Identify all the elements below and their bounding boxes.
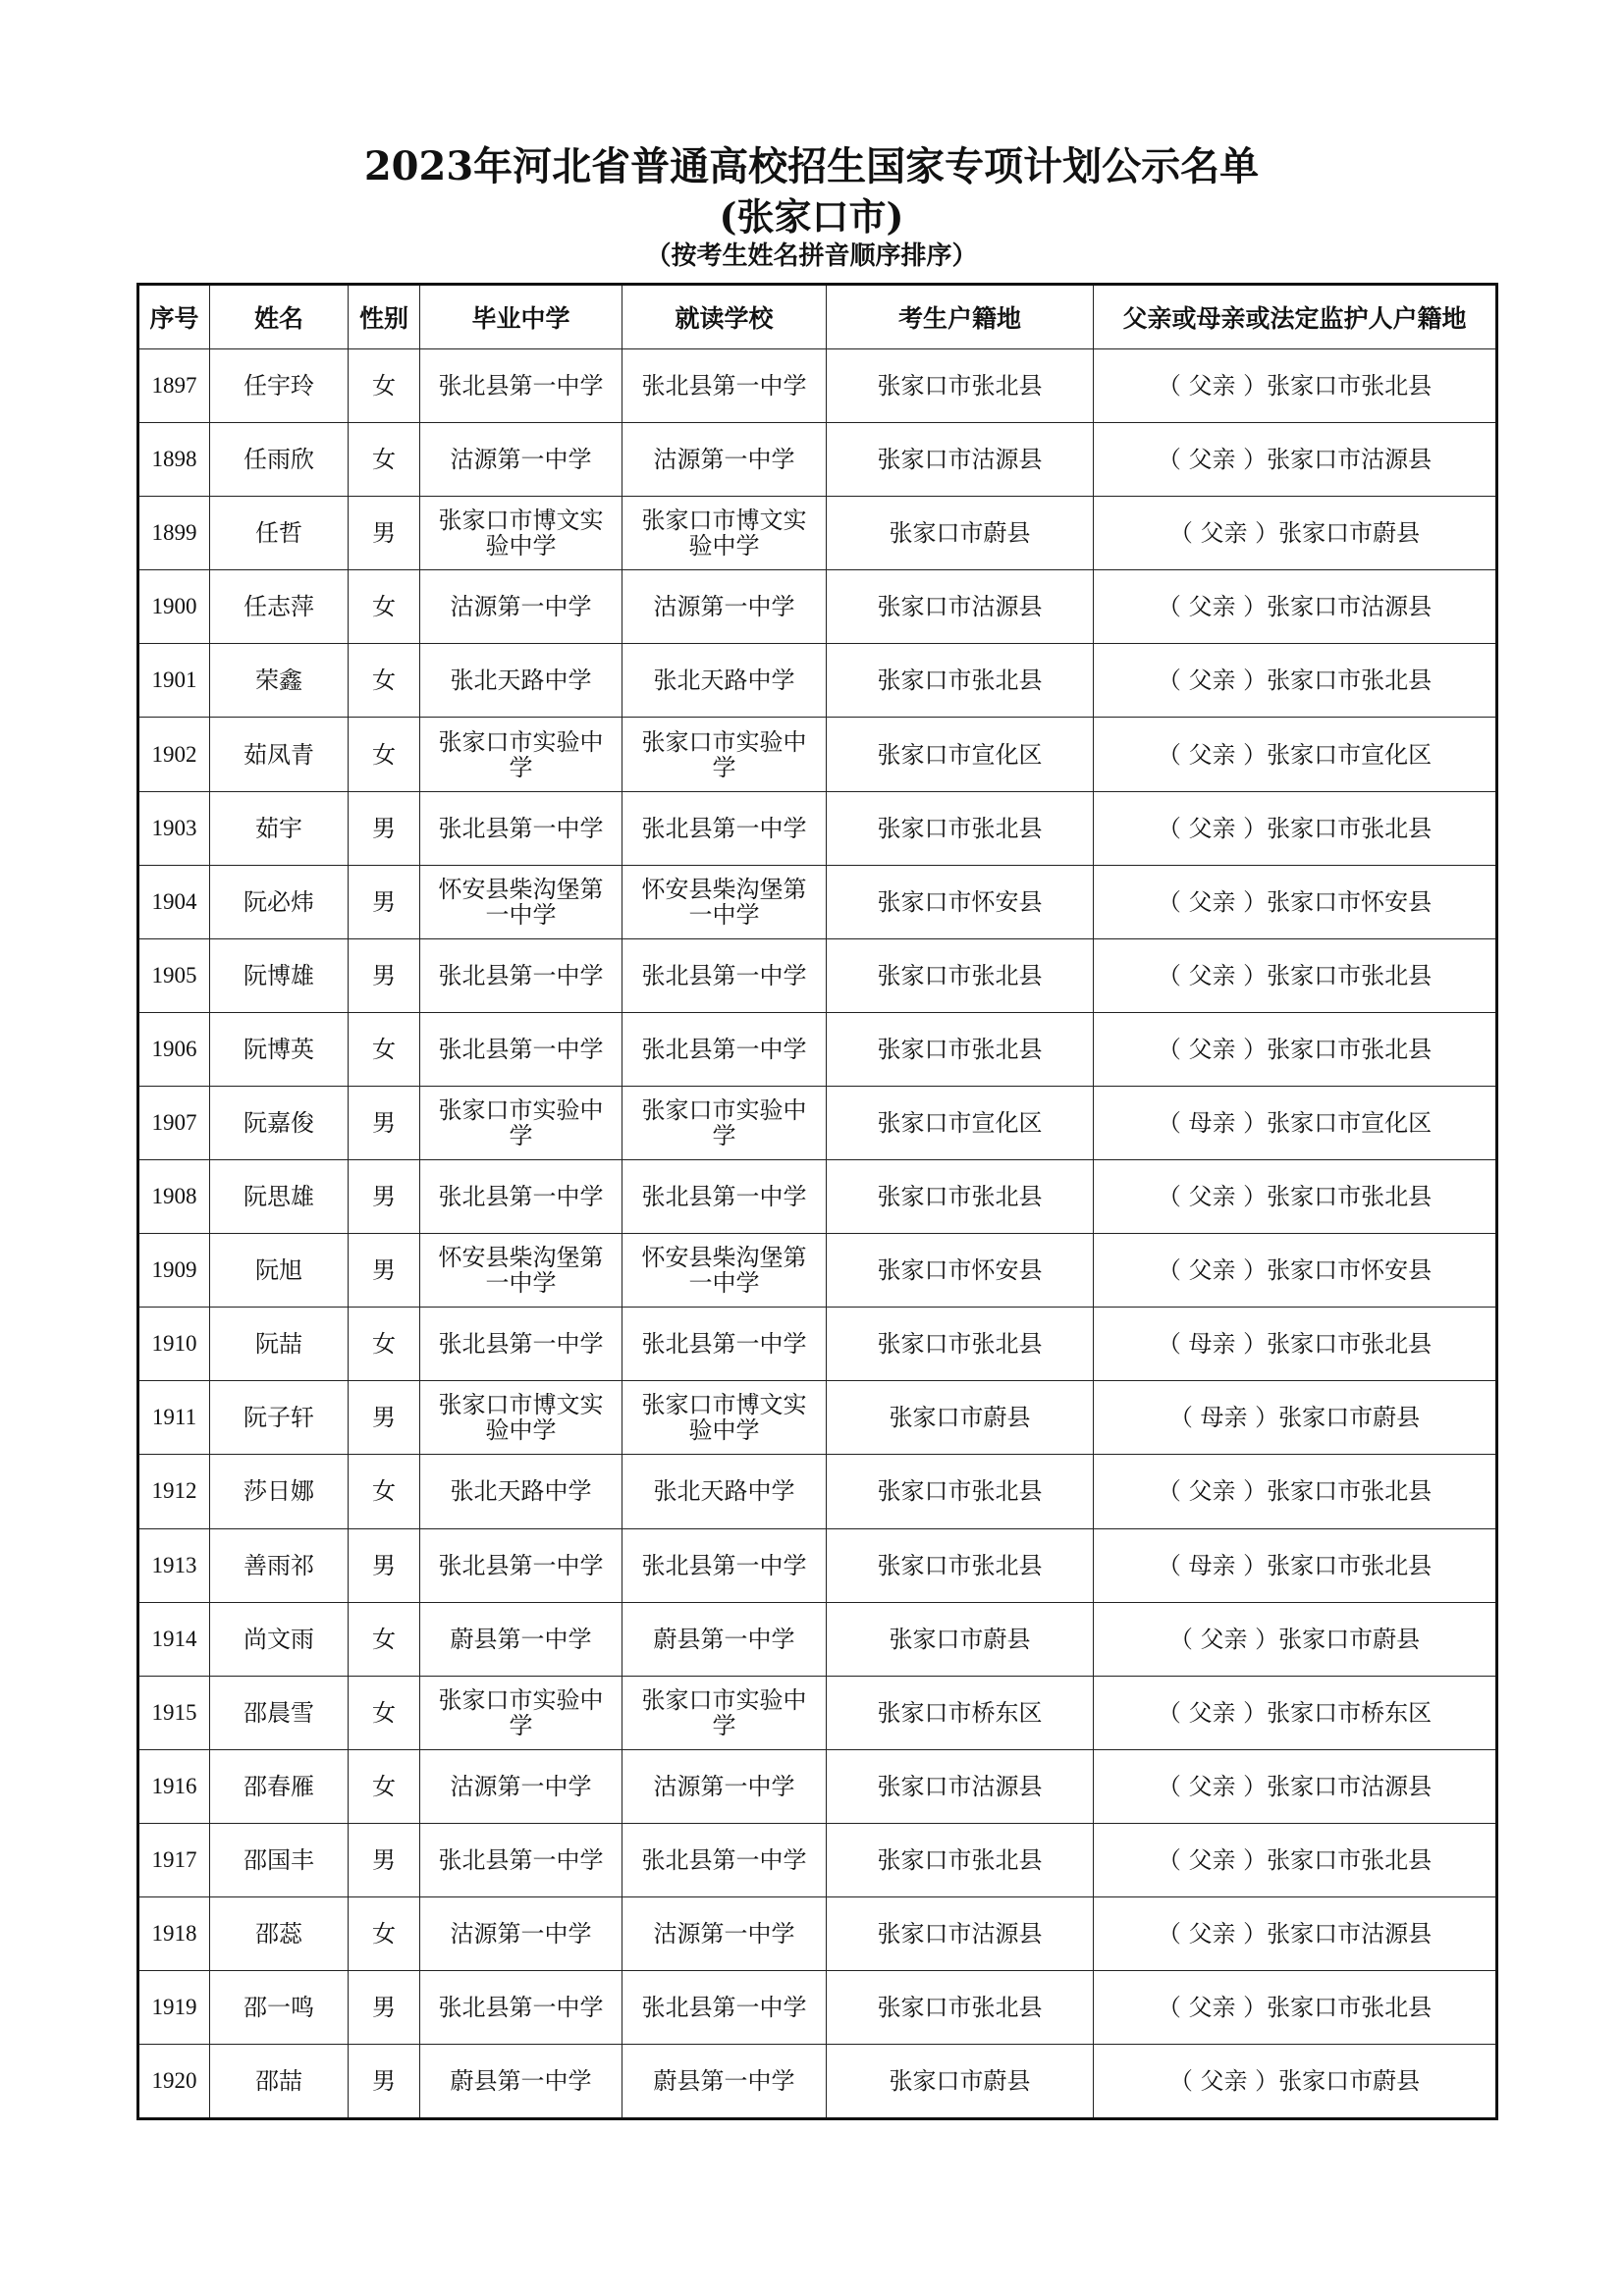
cell-name: 阮必炜 [210, 865, 349, 938]
cell-graduation-school: 张北县第一中学 [420, 1823, 622, 1896]
cell-household-registration: 张家口市张北县 [827, 791, 1094, 865]
cell-gender: 女 [349, 423, 420, 497]
cell-household-registration: 张家口市张北县 [827, 349, 1094, 423]
cell-index: 1904 [138, 865, 210, 938]
cell-gender: 女 [349, 644, 420, 718]
cell-index: 1919 [138, 1971, 210, 2045]
cell-name: 邵喆 [210, 2045, 349, 2119]
cell-name: 邵晨雪 [210, 1676, 349, 1749]
sort-note: （按考生姓名拼音顺序排序） [645, 241, 978, 271]
cell-household-registration: 张家口市宣化区 [827, 1086, 1094, 1159]
cell-current-school: 张北县第一中学 [622, 1823, 827, 1896]
document-title: 2023年河北省普通高校招生国家专项计划公示名单 [363, 143, 1260, 189]
table-row [138, 1086, 1497, 1159]
cell-index: 1897 [138, 349, 210, 423]
cell-gender: 女 [349, 1455, 420, 1528]
roster-table [136, 283, 1498, 2120]
cell-index: 1912 [138, 1455, 210, 1528]
header-graduation-school: 毕业中学 [420, 285, 622, 349]
cell-graduation-school: 张北县第一中学 [420, 1160, 622, 1234]
cell-gender: 女 [349, 1676, 420, 1749]
cell-household-registration: 张家口市张北县 [827, 1455, 1094, 1528]
table-row [138, 1455, 1497, 1528]
header-current-school: 就读学校 [622, 285, 827, 349]
cell-index: 1908 [138, 1160, 210, 1234]
cell-current-school: 沽源第一中学 [622, 1749, 827, 1823]
cell-gender: 女 [349, 349, 420, 423]
table-row [138, 1160, 1497, 1234]
cell-current-school: 张北天路中学 [622, 644, 827, 718]
cell-household-registration: 张家口市怀安县 [827, 865, 1094, 938]
cell-gender: 男 [349, 1528, 420, 1602]
cell-current-school: 张北县第一中学 [622, 938, 827, 1012]
cell-graduation-school: 张北天路中学 [420, 644, 622, 718]
cell-household-registration: 张家口市蔚县 [827, 1381, 1094, 1455]
cell-gender: 女 [349, 570, 420, 644]
cell-index: 1898 [138, 423, 210, 497]
cell-household-registration: 张家口市沽源县 [827, 423, 1094, 497]
table-row [138, 1896, 1497, 1970]
cell-current-school: 张北县第一中学 [622, 1528, 827, 1602]
cell-guardian-registration: （ 母亲 ）张家口市蔚县 [1094, 1381, 1497, 1455]
cell-current-school: 蔚县第一中学 [622, 1602, 827, 1676]
cell-name: 尚文雨 [210, 1602, 349, 1676]
cell-graduation-school: 怀安县柴沟堡第一中学 [420, 865, 622, 938]
cell-guardian-registration: （ 父亲 ）张家口市张北县 [1094, 644, 1497, 718]
cell-graduation-school: 张家口市实验中学 [420, 1676, 622, 1749]
table-row [138, 570, 1497, 644]
cell-index: 1917 [138, 1823, 210, 1896]
cell-current-school: 张北县第一中学 [622, 791, 827, 865]
header-name: 姓名 [210, 285, 349, 349]
cell-guardian-registration: （ 母亲 ）张家口市张北县 [1094, 1308, 1497, 1381]
cell-household-registration: 张家口市张北县 [827, 1160, 1094, 1234]
cell-name: 邵一鸣 [210, 1971, 349, 2045]
cell-gender: 男 [349, 1971, 420, 2045]
cell-name: 任志萍 [210, 570, 349, 644]
cell-guardian-registration: （ 父亲 ）张家口市蔚县 [1094, 497, 1497, 570]
cell-household-registration: 张家口市沽源县 [827, 1896, 1094, 1970]
cell-household-registration: 张家口市张北县 [827, 1823, 1094, 1896]
cell-gender: 女 [349, 1308, 420, 1381]
table-row [138, 865, 1497, 938]
cell-index: 1913 [138, 1528, 210, 1602]
cell-current-school: 怀安县柴沟堡第一中学 [622, 1234, 827, 1308]
cell-current-school: 张家口市实验中学 [622, 718, 827, 791]
cell-gender: 男 [349, 2045, 420, 2119]
table-row [138, 938, 1497, 1012]
cell-index: 1920 [138, 2045, 210, 2119]
cell-gender: 女 [349, 718, 420, 791]
cell-name: 阮旭 [210, 1234, 349, 1308]
cell-name: 邵国丰 [210, 1823, 349, 1896]
cell-household-registration: 张家口市张北县 [827, 1528, 1094, 1602]
cell-guardian-registration: （ 父亲 ）张家口市沽源县 [1094, 1749, 1497, 1823]
cell-current-school: 张北天路中学 [622, 1455, 827, 1528]
cell-name: 阮喆 [210, 1308, 349, 1381]
cell-index: 1909 [138, 1234, 210, 1308]
table-row [138, 1012, 1497, 1086]
cell-gender: 男 [349, 1086, 420, 1159]
cell-graduation-school: 沽源第一中学 [420, 1896, 622, 1970]
cell-household-registration: 张家口市张北县 [827, 1012, 1094, 1086]
table-header-row [138, 285, 1497, 349]
cell-graduation-school: 张北县第一中学 [420, 938, 622, 1012]
table-row [138, 1749, 1497, 1823]
cell-index: 1900 [138, 570, 210, 644]
cell-current-school: 张家口市博文实验中学 [622, 497, 827, 570]
cell-household-registration: 张家口市桥东区 [827, 1676, 1094, 1749]
table-row [138, 1823, 1497, 1896]
cell-current-school: 张北县第一中学 [622, 1308, 827, 1381]
cell-gender: 女 [349, 1602, 420, 1676]
cell-index: 1899 [138, 497, 210, 570]
cell-current-school: 张北县第一中学 [622, 349, 827, 423]
cell-name: 邵蕊 [210, 1896, 349, 1970]
cell-current-school: 蔚县第一中学 [622, 2045, 827, 2119]
cell-gender: 男 [349, 1381, 420, 1455]
table-row [138, 1676, 1497, 1749]
cell-index: 1914 [138, 1602, 210, 1676]
cell-graduation-school: 张北县第一中学 [420, 1012, 622, 1086]
header-index: 序号 [138, 285, 210, 349]
cell-index: 1910 [138, 1308, 210, 1381]
cell-graduation-school: 怀安县柴沟堡第一中学 [420, 1234, 622, 1308]
cell-gender: 女 [349, 1012, 420, 1086]
cell-guardian-registration: （ 母亲 ）张家口市张北县 [1094, 1528, 1497, 1602]
cell-guardian-registration: （ 父亲 ）张家口市怀安县 [1094, 1234, 1497, 1308]
cell-name: 阮思雄 [210, 1160, 349, 1234]
document-subtitle: (张家口市) [719, 194, 904, 239]
cell-household-registration: 张家口市沽源县 [827, 570, 1094, 644]
cell-gender: 男 [349, 497, 420, 570]
cell-graduation-school: 张家口市实验中学 [420, 1086, 622, 1159]
cell-guardian-registration: （ 父亲 ）张家口市宣化区 [1094, 718, 1497, 791]
cell-name: 阮博雄 [210, 938, 349, 1012]
cell-household-registration: 张家口市蔚县 [827, 497, 1094, 570]
cell-gender: 男 [349, 791, 420, 865]
cell-guardian-registration: （ 父亲 ）张家口市怀安县 [1094, 865, 1497, 938]
cell-guardian-registration: （ 父亲 ）张家口市张北县 [1094, 1823, 1497, 1896]
cell-index: 1905 [138, 938, 210, 1012]
cell-guardian-registration: （ 父亲 ）张家口市蔚县 [1094, 2045, 1497, 2119]
cell-graduation-school: 张北县第一中学 [420, 791, 622, 865]
cell-graduation-school: 张家口市博文实验中学 [420, 1381, 622, 1455]
cell-index: 1916 [138, 1749, 210, 1823]
header-household-registration: 考生户籍地 [827, 285, 1094, 349]
cell-name: 任哲 [210, 497, 349, 570]
cell-guardian-registration: （ 父亲 ）张家口市蔚县 [1094, 1602, 1497, 1676]
cell-gender: 女 [349, 1749, 420, 1823]
header-gender: 性别 [349, 285, 420, 349]
table-row [138, 1381, 1497, 1455]
cell-guardian-registration: （ 父亲 ）张家口市张北县 [1094, 1012, 1497, 1086]
cell-graduation-school: 张北县第一中学 [420, 1308, 622, 1381]
cell-guardian-registration: （ 父亲 ）张家口市张北县 [1094, 1455, 1497, 1528]
cell-current-school: 张家口市实验中学 [622, 1086, 827, 1159]
cell-name: 阮嘉俊 [210, 1086, 349, 1159]
table-row [138, 718, 1497, 791]
cell-gender: 男 [349, 1234, 420, 1308]
cell-index: 1918 [138, 1896, 210, 1970]
cell-graduation-school: 沽源第一中学 [420, 570, 622, 644]
cell-current-school: 张北县第一中学 [622, 1012, 827, 1086]
cell-household-registration: 张家口市张北县 [827, 938, 1094, 1012]
cell-name: 阮子轩 [210, 1381, 349, 1455]
cell-graduation-school: 张北县第一中学 [420, 1971, 622, 2045]
cell-index: 1902 [138, 718, 210, 791]
table-body [138, 349, 1497, 2119]
cell-gender: 男 [349, 938, 420, 1012]
cell-guardian-registration: （ 父亲 ）张家口市张北县 [1094, 1971, 1497, 2045]
cell-gender: 男 [349, 1160, 420, 1234]
cell-gender: 男 [349, 865, 420, 938]
cell-name: 茹宇 [210, 791, 349, 865]
cell-index: 1915 [138, 1676, 210, 1749]
cell-guardian-registration: （ 母亲 ）张家口市宣化区 [1094, 1086, 1497, 1159]
cell-graduation-school: 沽源第一中学 [420, 423, 622, 497]
cell-graduation-school: 沽源第一中学 [420, 1749, 622, 1823]
cell-graduation-school: 张北县第一中学 [420, 1528, 622, 1602]
cell-household-registration: 张家口市张北县 [827, 1308, 1094, 1381]
cell-current-school: 张北县第一中学 [622, 1160, 827, 1234]
cell-current-school: 张家口市博文实验中学 [622, 1381, 827, 1455]
cell-index: 1907 [138, 1086, 210, 1159]
cell-name: 阮博英 [210, 1012, 349, 1086]
cell-graduation-school: 蔚县第一中学 [420, 2045, 622, 2119]
cell-name: 茹凤青 [210, 718, 349, 791]
table-row [138, 2045, 1497, 2119]
table-row [138, 1308, 1497, 1381]
cell-gender: 女 [349, 1896, 420, 1970]
cell-guardian-registration: （ 父亲 ）张家口市张北县 [1094, 938, 1497, 1012]
table-row [138, 423, 1497, 497]
cell-household-registration: 张家口市沽源县 [827, 1749, 1094, 1823]
cell-household-registration: 张家口市张北县 [827, 1971, 1094, 2045]
cell-graduation-school: 张家口市实验中学 [420, 718, 622, 791]
cell-name: 任宇玲 [210, 349, 349, 423]
table-row [138, 1971, 1497, 2045]
cell-graduation-school: 张北县第一中学 [420, 349, 622, 423]
cell-guardian-registration: （ 父亲 ）张家口市沽源县 [1094, 423, 1497, 497]
cell-household-registration: 张家口市张北县 [827, 644, 1094, 718]
cell-guardian-registration: （ 父亲 ）张家口市张北县 [1094, 791, 1497, 865]
cell-graduation-school: 张家口市博文实验中学 [420, 497, 622, 570]
cell-graduation-school: 蔚县第一中学 [420, 1602, 622, 1676]
cell-household-registration: 张家口市蔚县 [827, 1602, 1094, 1676]
cell-household-registration: 张家口市怀安县 [827, 1234, 1094, 1308]
cell-current-school: 沽源第一中学 [622, 570, 827, 644]
cell-guardian-registration: （ 父亲 ）张家口市张北县 [1094, 349, 1497, 423]
cell-current-school: 沽源第一中学 [622, 423, 827, 497]
table-row [138, 1234, 1497, 1308]
cell-name: 邵春雁 [210, 1749, 349, 1823]
table-row [138, 1602, 1497, 1676]
cell-index: 1903 [138, 791, 210, 865]
table-row [138, 349, 1497, 423]
cell-guardian-registration: （ 父亲 ）张家口市沽源县 [1094, 1896, 1497, 1970]
cell-current-school: 怀安县柴沟堡第一中学 [622, 865, 827, 938]
cell-guardian-registration: （ 父亲 ）张家口市沽源县 [1094, 570, 1497, 644]
cell-name: 任雨欣 [210, 423, 349, 497]
cell-index: 1906 [138, 1012, 210, 1086]
cell-guardian-registration: （ 父亲 ）张家口市张北县 [1094, 1160, 1497, 1234]
cell-current-school: 沽源第一中学 [622, 1896, 827, 1970]
header-guardian-registration: 父亲或母亲或法定监护人户籍地 [1094, 285, 1497, 349]
cell-current-school: 张家口市实验中学 [622, 1676, 827, 1749]
cell-index: 1911 [138, 1381, 210, 1455]
cell-graduation-school: 张北天路中学 [420, 1455, 622, 1528]
table-row [138, 791, 1497, 865]
cell-index: 1901 [138, 644, 210, 718]
cell-gender: 男 [349, 1823, 420, 1896]
cell-household-registration: 张家口市蔚县 [827, 2045, 1094, 2119]
cell-name: 荣鑫 [210, 644, 349, 718]
table-row [138, 497, 1497, 570]
table-row [138, 1528, 1497, 1602]
cell-current-school: 张北县第一中学 [622, 1971, 827, 2045]
cell-name: 莎日娜 [210, 1455, 349, 1528]
cell-name: 善雨祁 [210, 1528, 349, 1602]
cell-household-registration: 张家口市宣化区 [827, 718, 1094, 791]
table-row [138, 644, 1497, 718]
cell-guardian-registration: （ 父亲 ）张家口市桥东区 [1094, 1676, 1497, 1749]
